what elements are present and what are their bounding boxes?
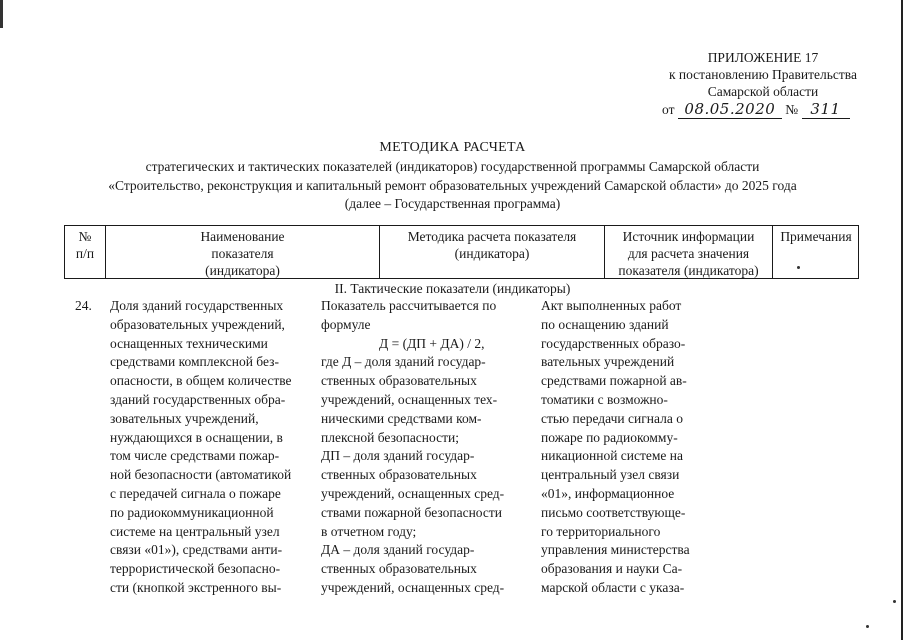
text-line: марской области с указа- — [541, 579, 685, 595]
header-cell-notes — [773, 226, 859, 278]
text-line: письмо соответствующе- — [541, 504, 686, 520]
text-line: ственных образовательных — [321, 373, 477, 389]
subtitle-line-2: «Строительство, реконструкция и капитальный ремонт образовательных учреждений Самарской области» до 2025 года — [108, 177, 797, 193]
text-line: террористической безопасно- — [110, 561, 281, 577]
subtitle-line-1: стратегических и тактических показателей (индикаторов) государственной программы Самарской области — [145, 159, 760, 174]
handwritten-number: 311 — [802, 100, 850, 119]
header-cell-method — [380, 226, 605, 278]
text-line: вательных учреждений — [541, 354, 675, 370]
text-line: Акт выполненных работ — [541, 298, 682, 313]
scan-edge-mark — [0, 0, 3, 28]
handwritten-date: 08.05.2020 — [678, 100, 782, 119]
header-text: Примечания — [780, 229, 852, 244]
scan-edge-line — [901, 0, 903, 640]
appendix-signature-line — [662, 100, 850, 119]
subtitle-line-3: (далее – Государственная программа) — [344, 196, 561, 211]
from-label: от — [662, 102, 675, 117]
scan-speck — [893, 600, 896, 603]
text-line: томатики с возможно- — [541, 391, 668, 407]
row-indicator-name — [110, 297, 292, 598]
text-line: средствами пожарной ав- — [541, 373, 687, 389]
text-line: где Д – доля зданий государ- — [321, 354, 486, 370]
text-line: управления министерства — [541, 542, 690, 558]
text-line: оснащенных техническими — [110, 335, 268, 351]
text-line: никационной системе на — [541, 448, 684, 464]
number-label: № — [785, 102, 799, 117]
text-line: связи «01»), средствами анти- — [110, 542, 283, 558]
text-line: формуле — [321, 316, 371, 332]
text-line: центральный узел связи — [541, 467, 680, 483]
text-line: ДП – доля зданий государ- — [321, 448, 475, 464]
appendix-block — [669, 49, 857, 100]
text-line: сти (кнопкой экстренного вы- — [110, 579, 282, 595]
text-line: с передачей сигнала о пожаре — [110, 485, 281, 501]
text-line: том числе средствами пожар- — [110, 448, 280, 464]
text-line: в отчетном году; — [321, 523, 417, 539]
text-line: стью передачи сигнала о — [541, 410, 683, 426]
text-line: образовательных учреждений, — [110, 316, 285, 332]
header-text: Наименование — [200, 229, 285, 244]
row-information-source — [541, 297, 690, 598]
text-line: опасности, в общем количестве — [110, 373, 292, 389]
appendix-region-line: Самарской области — [707, 84, 819, 99]
text-line: государственных образо- — [541, 335, 686, 351]
text-line: нуждающихся в оснащении, в — [110, 429, 283, 445]
text-line: ственных образовательных — [321, 467, 477, 483]
scan-speck — [797, 266, 800, 269]
text-line: ственных образовательных — [321, 561, 477, 577]
header-cell-num — [65, 226, 106, 278]
text-line: зданий государственных обра- — [110, 391, 286, 407]
text-line: по радиокоммуникационной — [110, 504, 274, 520]
header-text: п/п — [75, 246, 95, 261]
text-line: учреждений, оснащенных тех- — [321, 391, 498, 407]
header-text: Методика расчета показателя — [407, 229, 577, 244]
header-text: показателя — [211, 246, 274, 261]
text-line: ДА – доля зданий государ- — [321, 542, 475, 558]
header-text: № — [78, 229, 92, 244]
header-text: Источник информации — [622, 229, 755, 244]
text-line: «01», информационное — [541, 485, 675, 501]
text-line: образования и науки Са- — [541, 561, 683, 577]
text-line: системе на центральный узел — [110, 523, 280, 539]
text-line: ническими средствами ком- — [321, 410, 482, 426]
header-cell-name — [106, 226, 380, 278]
header-text: (индикатора) — [205, 263, 280, 278]
section-title: II. Тактические показатели (индикаторы) — [334, 281, 571, 296]
header-text: для расчета значения — [627, 246, 750, 261]
header-text: (индикатора) — [454, 246, 530, 261]
text-line: ствами пожарной безопасности — [321, 504, 502, 520]
document-title: МЕТОДИКА РАСЧЕТА — [379, 140, 526, 155]
scan-speck — [866, 625, 869, 628]
text-line: Показатель рассчитывается по — [321, 298, 497, 313]
header-text: показателя (индикатора) — [618, 263, 759, 278]
document-subtitle — [0, 158, 905, 214]
table-header — [64, 225, 859, 279]
appendix-decree-line: к постановлению Правительства — [668, 67, 857, 82]
text-line: Доля зданий государственных — [110, 298, 284, 313]
row-number: 24. — [75, 298, 92, 313]
text-line: по оснащению зданий — [541, 316, 669, 332]
appendix-title: ПРИЛОЖЕНИЕ 17 — [707, 50, 819, 65]
text-line: учреждений, оснащенных сред- — [321, 579, 505, 595]
text-line: учреждений, оснащенных сред- — [321, 485, 505, 501]
text-line: го территориального — [541, 523, 661, 539]
text-line: зовательных учреждений, — [110, 410, 259, 426]
header-cell-source — [605, 226, 773, 278]
row-calculation-method — [321, 297, 504, 598]
text-line: ной безопасности (автоматикой — [110, 467, 292, 483]
text-line: пожаре по радиокомму- — [541, 429, 678, 445]
text-line: Д = (ДП + ДА) / 2, — [379, 335, 485, 351]
text-line: плексной безопасности; — [321, 429, 459, 445]
text-line: средствами комплексной без- — [110, 354, 279, 370]
